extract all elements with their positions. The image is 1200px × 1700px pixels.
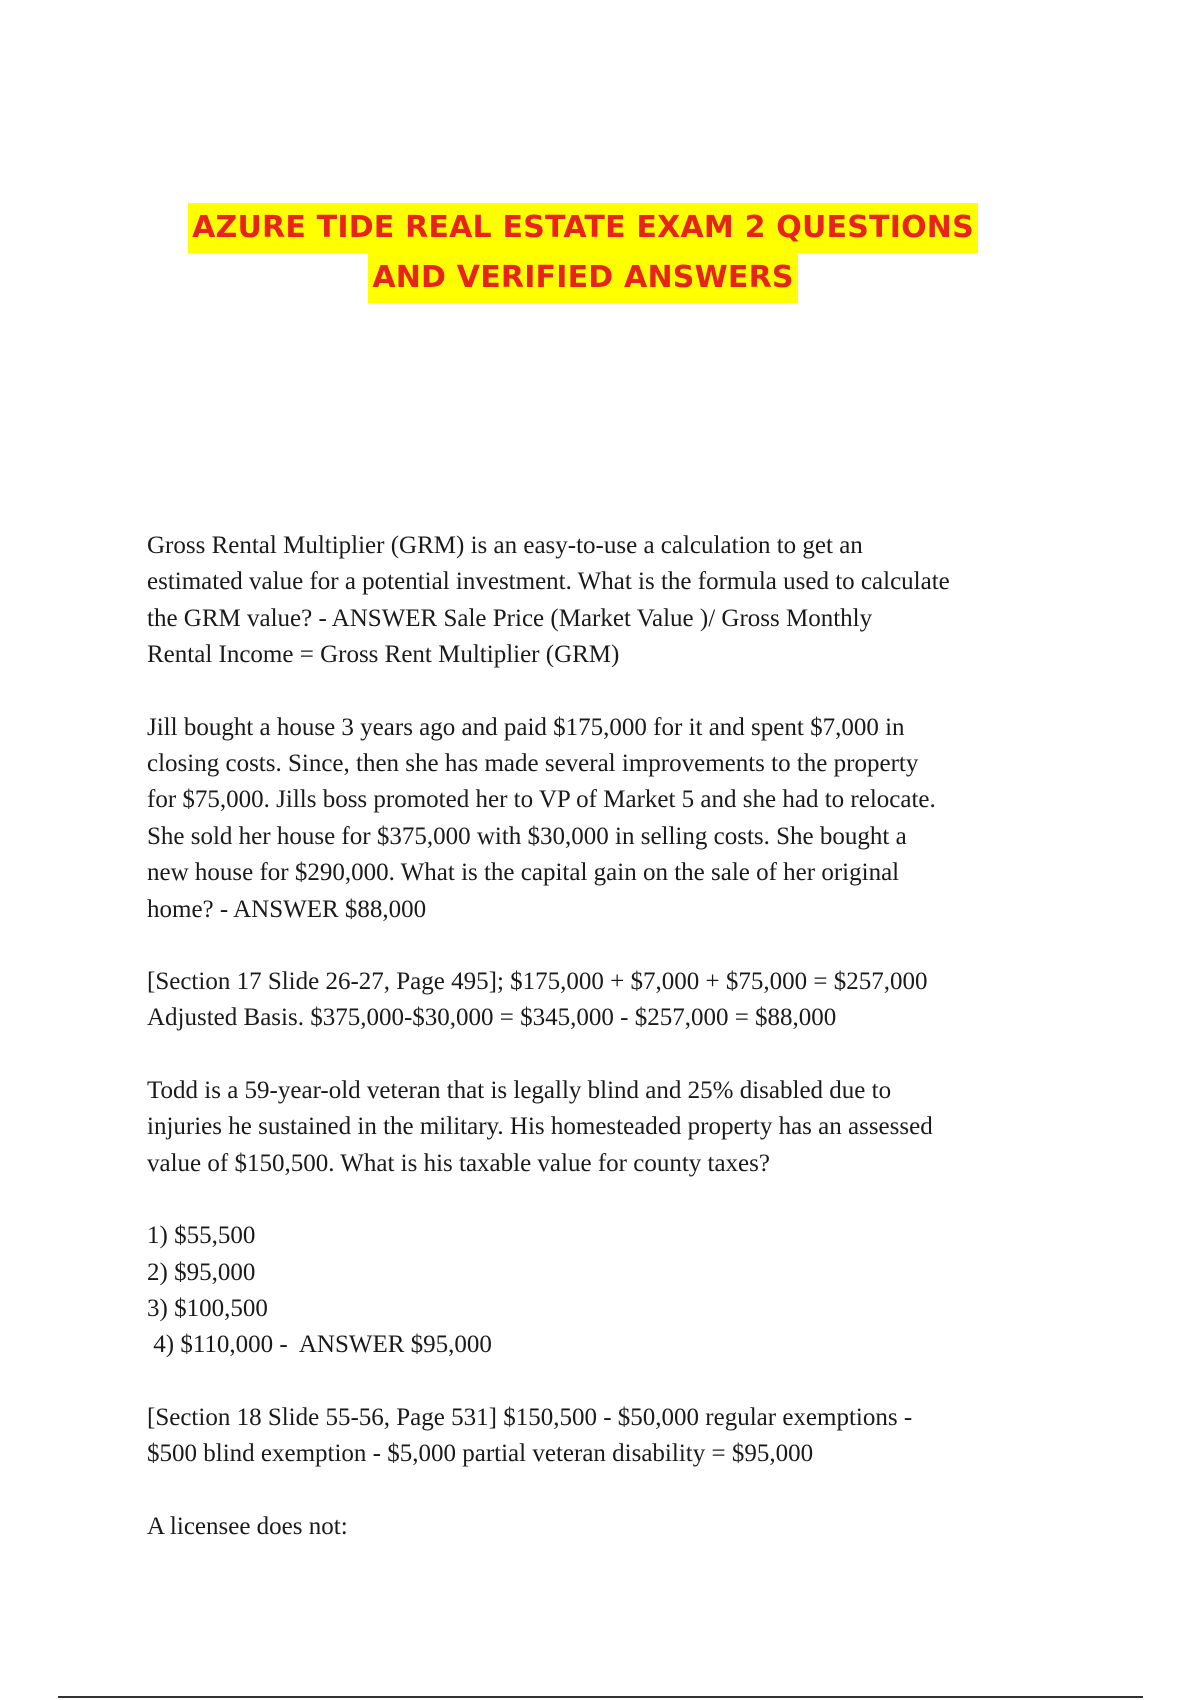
- question-licensee: A licensee does not:: [147, 1512, 348, 1540]
- document-title: [0, 203, 1166, 303]
- explanation-capital-gain: [Section 17 Slide 26-27, Page 495]; $175,000 + $7,000 + $75,000 = $257,000 Adjusted Basis. $375,000-$30,000 = $345,000 - $257,000 = $88,000: [147, 968, 928, 1032]
- answer-options: [147, 1218, 1072, 1364]
- explanation-taxable-value: [Section 18 Slide 55-56, Page 531] $150,500 - $50,000 regular exemptions - $500 blind exemption - $5,000 partial veteran disability = $95,000: [147, 1403, 913, 1468]
- question-capital-gain: Jill bought a house 3 years ago and paid $175,000 for it and spent $7,000 in closing costs. Since, then she has made several improvements to the property for $75,000. Jills boss promoted her to VP of Market 5 and she had to relocate. She sold her house for $375,000 with $30,000 in selling costs. She bought a new house for $290,000. What is the capital gain on the sale of her original home? - ANSWER $88,000: [147, 713, 936, 923]
- footer-divider: [58, 1696, 1143, 1698]
- title-line-1: AZURE TIDE REAL ESTATE EXAM 2 QUESTIONS: [188, 203, 978, 253]
- question-grm: Gross Rental Multiplier (GRM) is an easy-to-use a calculation to get an estimated value for a potential investment. What is the formula used to calculate the GRM value? - ANSWER Sale Price (Market Value )/ Gross Monthly Rental Income = Gross Rent Multiplier (GRM): [147, 532, 950, 669]
- option-1: 1) $55,500: [147, 1222, 256, 1250]
- title-line-2: AND VERIFIED ANSWERS: [368, 253, 797, 303]
- option-4: 4) $110,000 - ANSWER $95,000: [147, 1331, 492, 1359]
- document-body: [147, 528, 1072, 1581]
- option-3: 3) $100,500: [147, 1294, 268, 1322]
- question-taxable-value: Todd is a 59-year-old veteran that is legally blind and 25% disabled due to injuries he sustained in the military. His homesteaded property has an assessed value of $150,500. What is his taxable value for county taxes?: [147, 1076, 933, 1177]
- option-2: 2) $95,000: [147, 1258, 256, 1286]
